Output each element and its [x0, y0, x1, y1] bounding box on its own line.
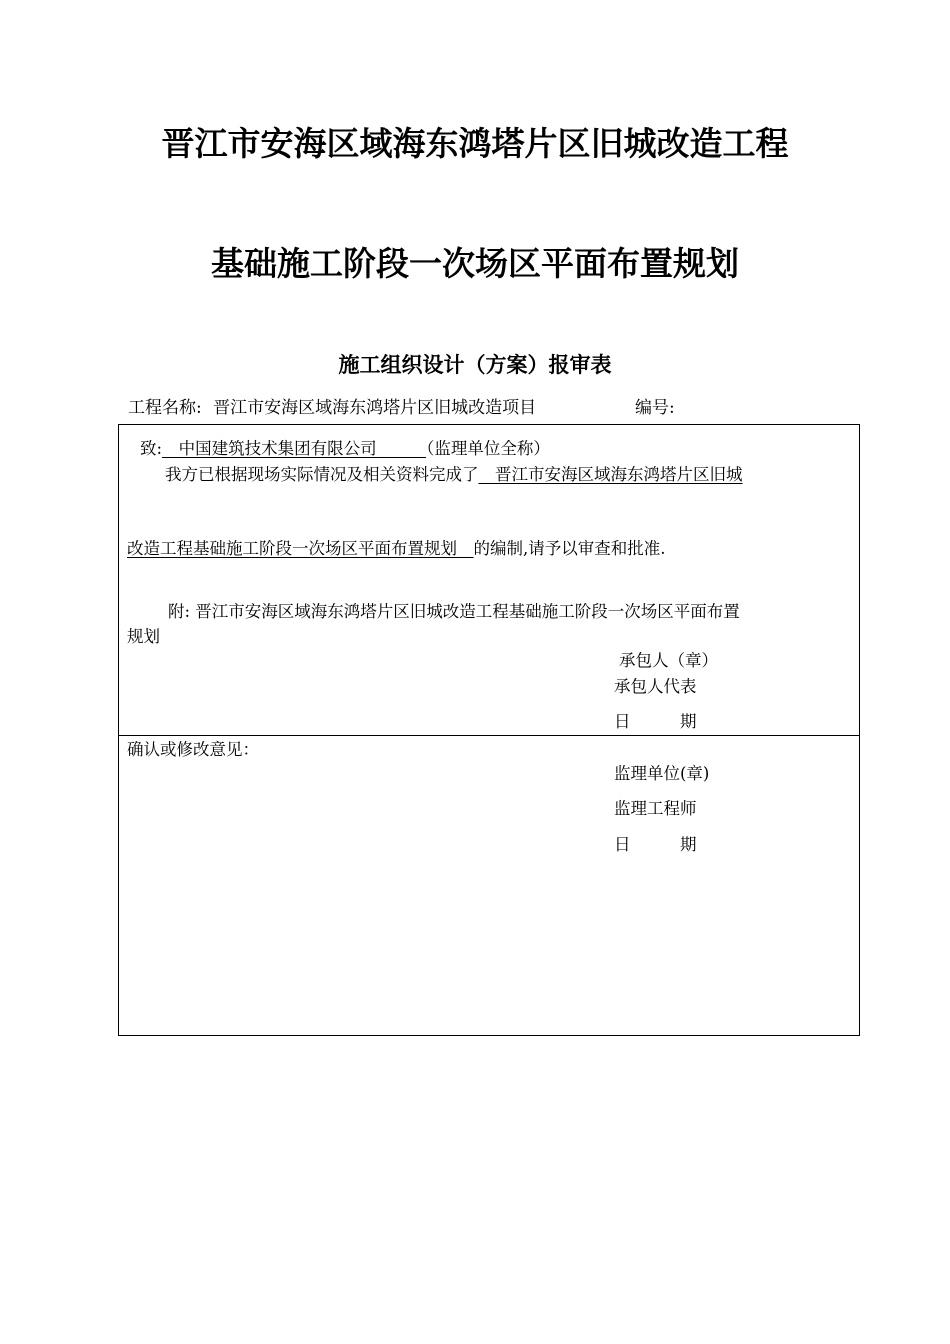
form-title: 施工组织设计（方案）报审表: [338, 352, 612, 377]
review-opinion-label: 确认或修改意见：: [127, 740, 259, 759]
form-divider: [119, 735, 859, 736]
submission-plan-name-part-2: 改造工程基础施工阶段一次场区平面布置规划: [127, 539, 457, 558]
serial-number-label: 编号:: [635, 398, 675, 418]
addressee-label: 致:: [140, 439, 163, 458]
addressee-value: 中国建筑技术集团有限公司: [178, 439, 377, 458]
review-form-table: [118, 424, 860, 1036]
project-name-label: 工程名称:: [128, 398, 202, 418]
contractor-seal-label: 承包人（章）: [619, 651, 718, 670]
addressee-suffix: （监理单位全称）: [426, 439, 550, 458]
submission-plan-name-part-1: 晋江市安海区域海东鸿塔片区旧城: [495, 465, 743, 484]
attachment-line-1: 附: 晋江市安海区域海东鸿塔片区旧城改造工程基础施工阶段一次场区平面布置: [168, 602, 740, 621]
supervisor-seal-label: 监理单位(章): [614, 764, 710, 783]
contractor-representative-label: 承包人代表: [614, 677, 697, 696]
addressee-row: [140, 438, 550, 460]
project-name-row: [128, 393, 536, 418]
submission-body-line-1: [165, 464, 743, 486]
document-title-line-1: 晋江市安海区域海东鸿塔片区旧城改造工程: [161, 124, 789, 163]
submission-body-line-2: [127, 538, 666, 560]
submission-body-suffix: 的编制,请予以审查和批准.: [473, 539, 666, 558]
submission-body-prefix: 我方已根据现场实际情况及相关资料完成了: [165, 465, 479, 484]
contractor-date-label: 日 期: [614, 712, 697, 731]
supervising-engineer-label: 监理工程师: [614, 799, 697, 818]
project-name-value: 晋江市安海区域海东鸿塔片区旧城改造项目: [213, 398, 537, 418]
attachment-line-2: 规划: [127, 627, 160, 646]
document-title-line-2: 基础施工阶段一次场区平面布置规划: [211, 244, 739, 283]
serial-number-row: [635, 393, 675, 418]
supervisor-date-label: 日 期: [614, 835, 697, 854]
